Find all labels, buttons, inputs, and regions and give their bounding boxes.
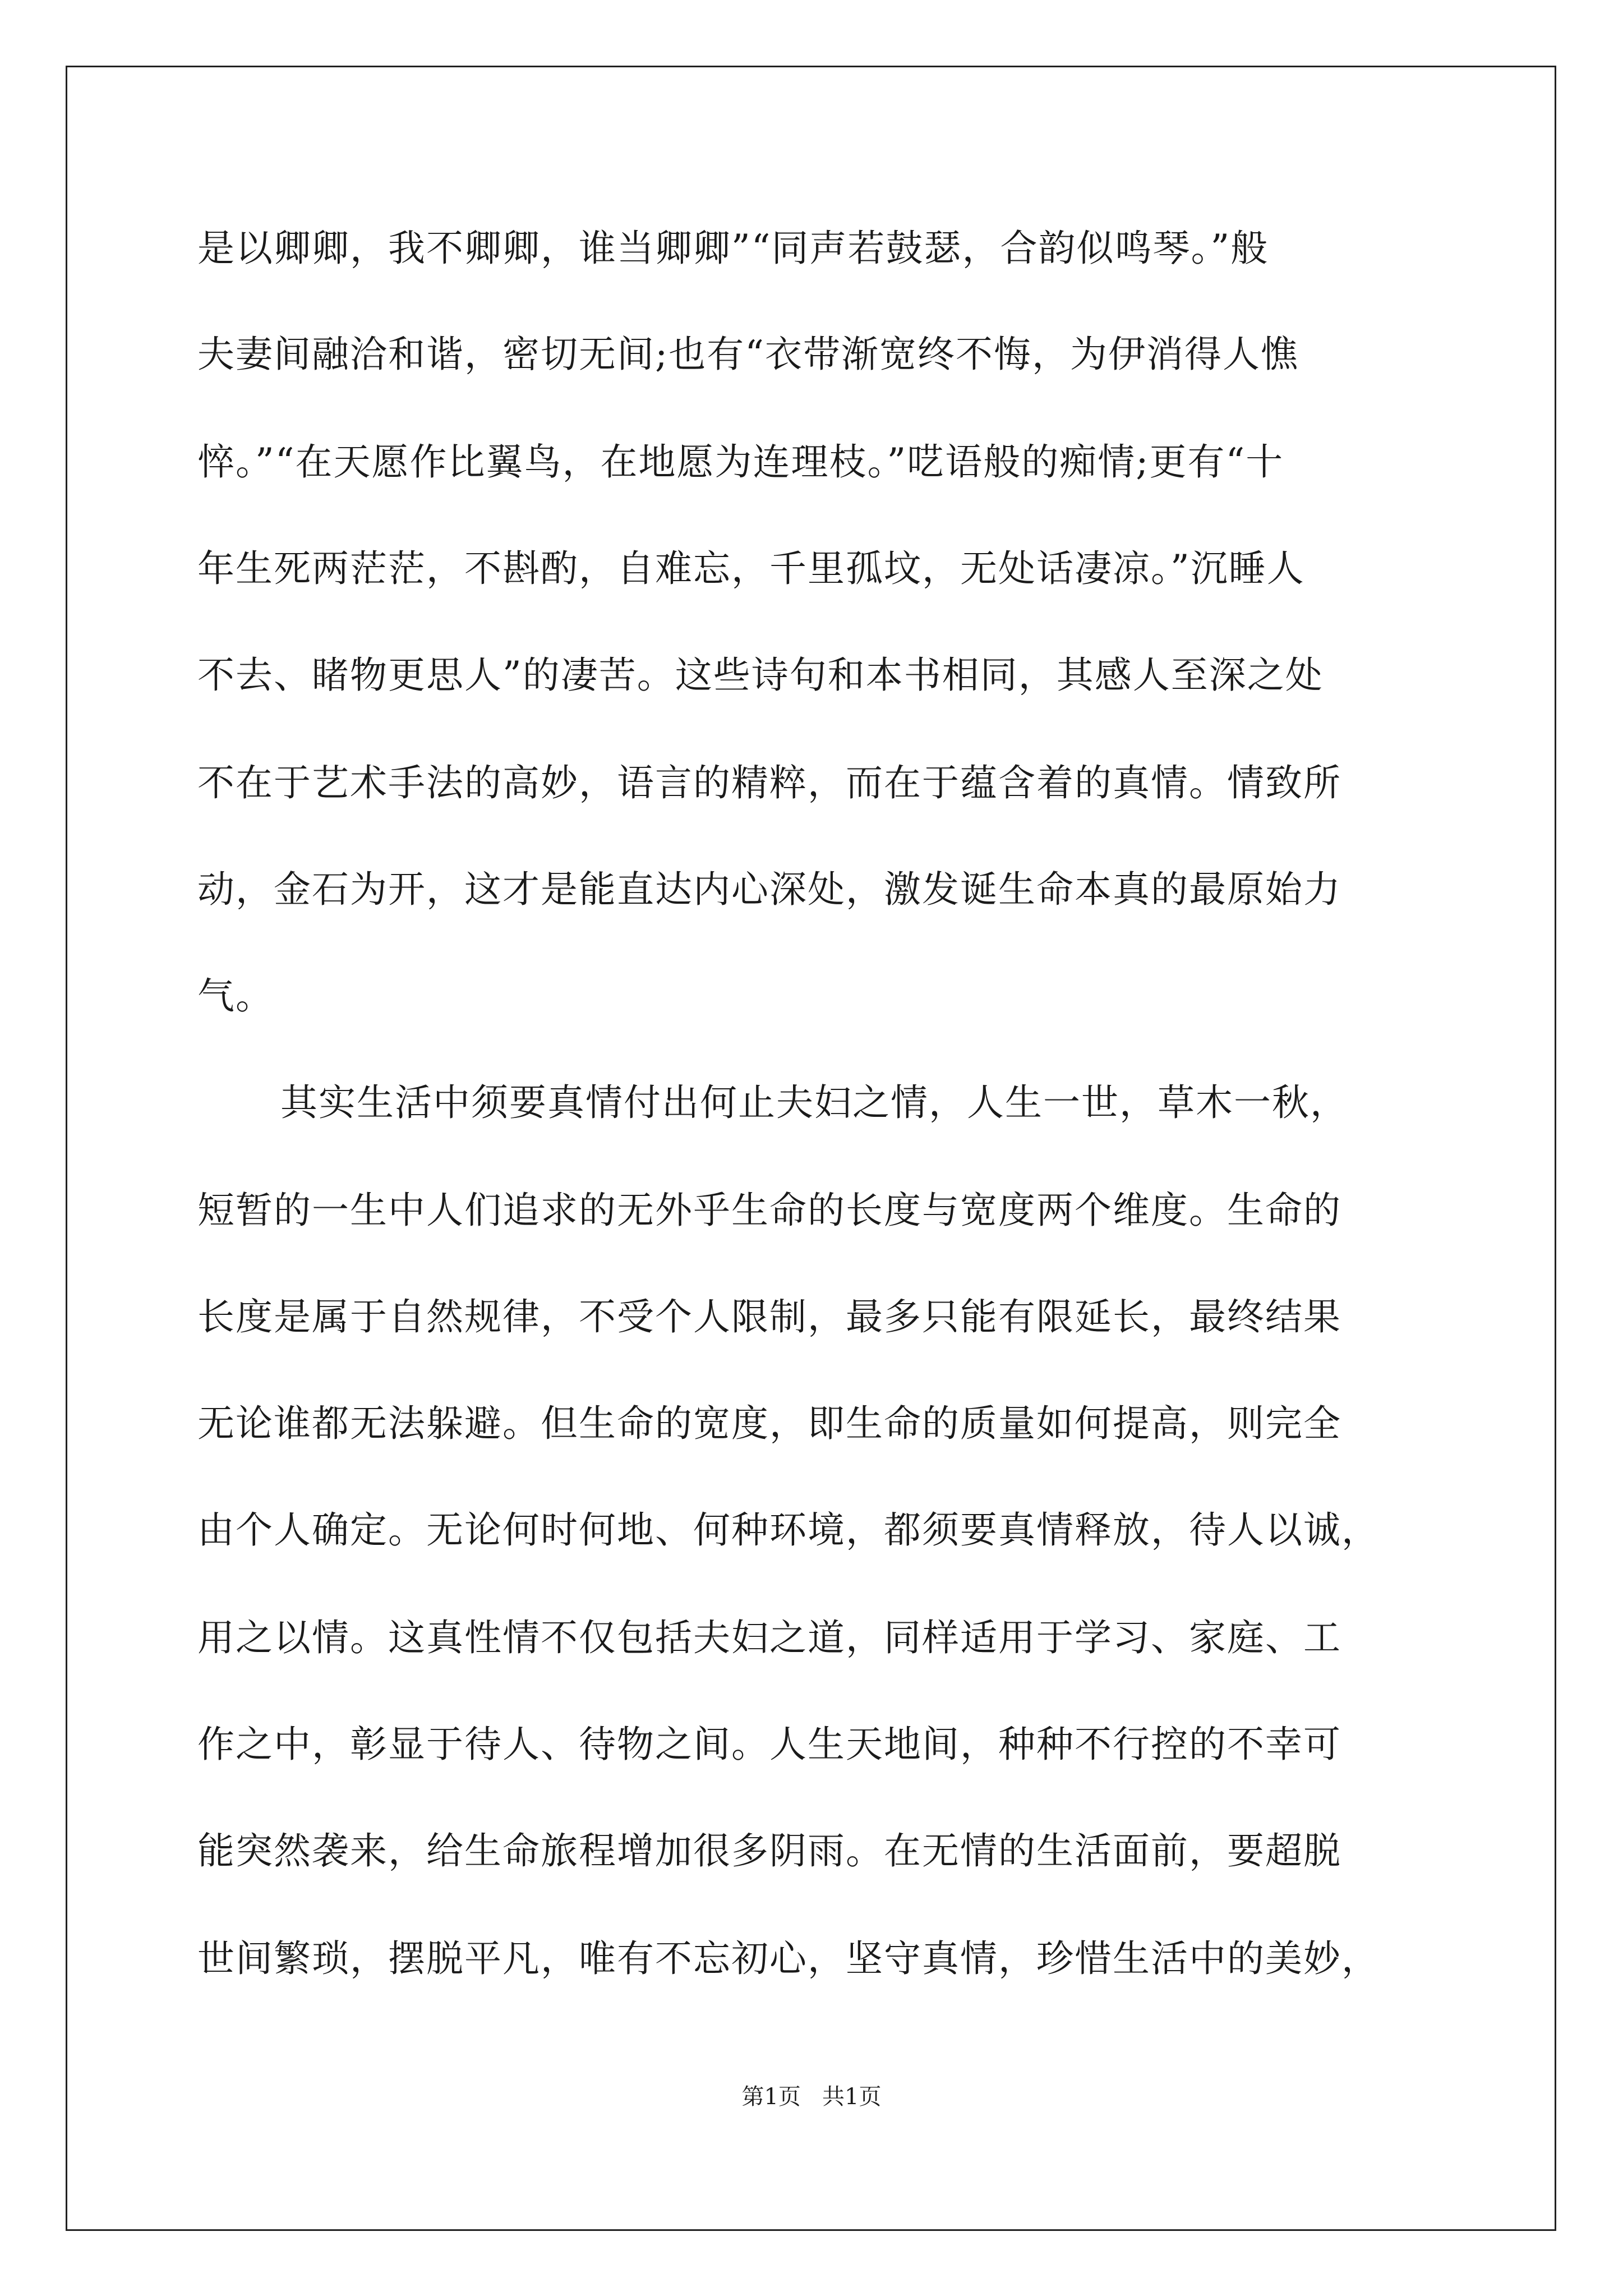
text-line: 夫妻间融洽和谐，密切无间;也有“衣带渐宽终不悔，为伊消得人憔: [197, 333, 1299, 376]
text-line: 是以卿卿，我不卿卿，谁当卿卿”“同声若鼓瑟，合韵似鸣琴。”般: [197, 227, 1269, 270]
text-line: 作之中，彰显于待人、待物之间。人生天地间，种种不行控的不幸可: [197, 1723, 1341, 1766]
text-line: 用之以情。这真性情不仅包括夫妇之道，同样适用于学习、家庭、工: [197, 1616, 1341, 1659]
text-line: 悴。”“在天愿作比翼鸟，在地愿为连理枝。”呓语般的痴情;更有“十: [197, 440, 1284, 484]
text-line: 无论谁都无法躲避。但生命的宽度，即生命的质量如何提高，则完全: [197, 1402, 1341, 1445]
text-line: 长度是属于自然规律，不受个人限制，最多只能有限延长，最终结果: [197, 1295, 1341, 1338]
text-line: 不在于艺术手法的高妙，语言的精粹，而在于蕴含着的真情。情致所: [197, 761, 1341, 804]
text-line: 不去、睹物更思人”的凄苦。这些诗句和本书相同，其感人至深之处: [197, 654, 1324, 697]
text-line: 由个人确定。无论何时何地、何种环境，都须要真情释放，待人以诚，: [197, 1508, 1380, 1552]
text-line: 短暂的一生中人们追求的无外乎生命的长度与宽度两个维度。生命的: [197, 1189, 1341, 1232]
text-line: 年生死两茫茫，不斟酌，自难忘，千里孤坟，无处话凄凉。”沉睡人: [197, 547, 1305, 590]
paragraph-first-line: 其实生活中须要真情付出何止夫妇之情，人生一世，草木一秋，: [280, 1081, 1348, 1124]
text-line: 动，金石为开，这才是能直达内心深处，激发诞生命本真的最原始力: [197, 868, 1341, 911]
text-line: 世间繁琐，摆脱平凡，唯有不忘初心，坚守真情，珍惜生活中的美妙，: [197, 1937, 1380, 1980]
text-line: 气。: [197, 974, 274, 1018]
page-number-footer: 第1页 共1页: [741, 2084, 882, 2110]
text-line: 能突然袭来，给生命旅程增加很多阴雨。在无情的生活面前，要超脱: [197, 1829, 1341, 1872]
page-border: [66, 66, 1556, 2231]
